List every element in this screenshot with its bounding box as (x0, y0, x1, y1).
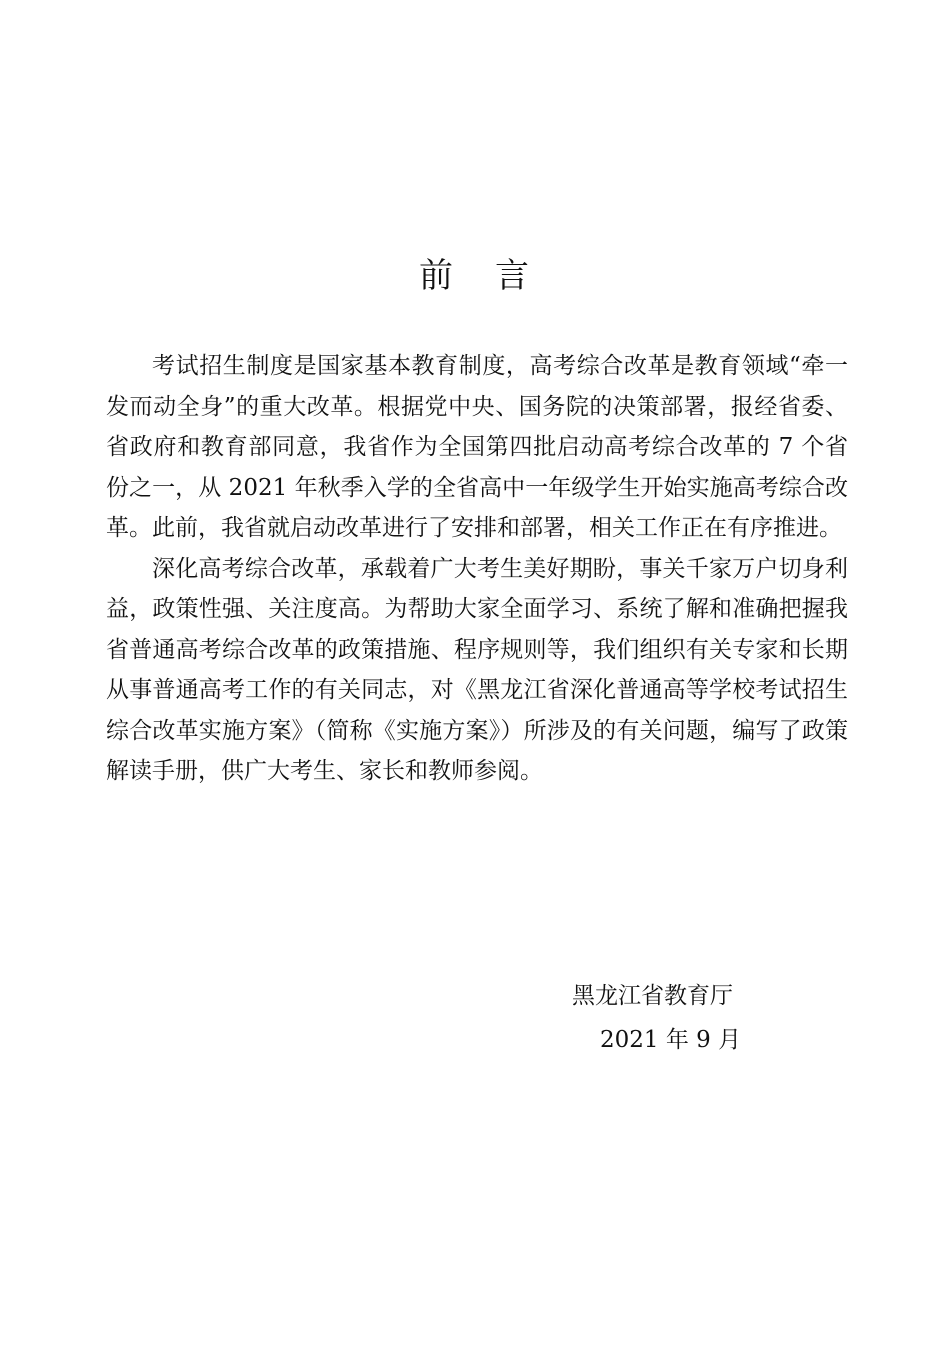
signature-date: 2021 年 9 月 (600, 1027, 742, 1053)
signature-organization: 黑龙江省教育厅 (572, 983, 733, 1009)
preface-body (106, 346, 848, 792)
paragraph-1: 考试招生制度是国家基本教育制度，高考综合改革是教育领域“牵一发而动全身”的重大改革。根据党中央、国务院的决策部署，报经省委、省政府和教育部同意，我省作为全国第四批启动高考综合改革的 7 个省份之一，从 2021 年秋季入学的全省高中一年级学生开始实施高考综合改革。此前，我省就启动改革进行了安排和部署，相关工作正在有序推进。 (106, 353, 848, 541)
paragraph-2: 深化高考综合改革，承载着广大考生美好期盼，事关千家万户切身利益，政策性强、关注度高。为帮助大家全面学习、系统了解和准确把握我省普通高考综合改革的政策措施、程序规则等，我们组织有关专家和长期从事普通高考工作的有关同志，对《黑龙江省深化普通高等学校考试招生综合改革实施方案》（简称《实施方案》）所涉及的有关问题，编写了政策解读手册，供广大考生、家长和教师参阅。 (106, 555, 848, 784)
page-title (0, 254, 950, 298)
page-title-char-2: 言 (495, 256, 531, 296)
page-title-char-1: 前 (419, 256, 455, 296)
